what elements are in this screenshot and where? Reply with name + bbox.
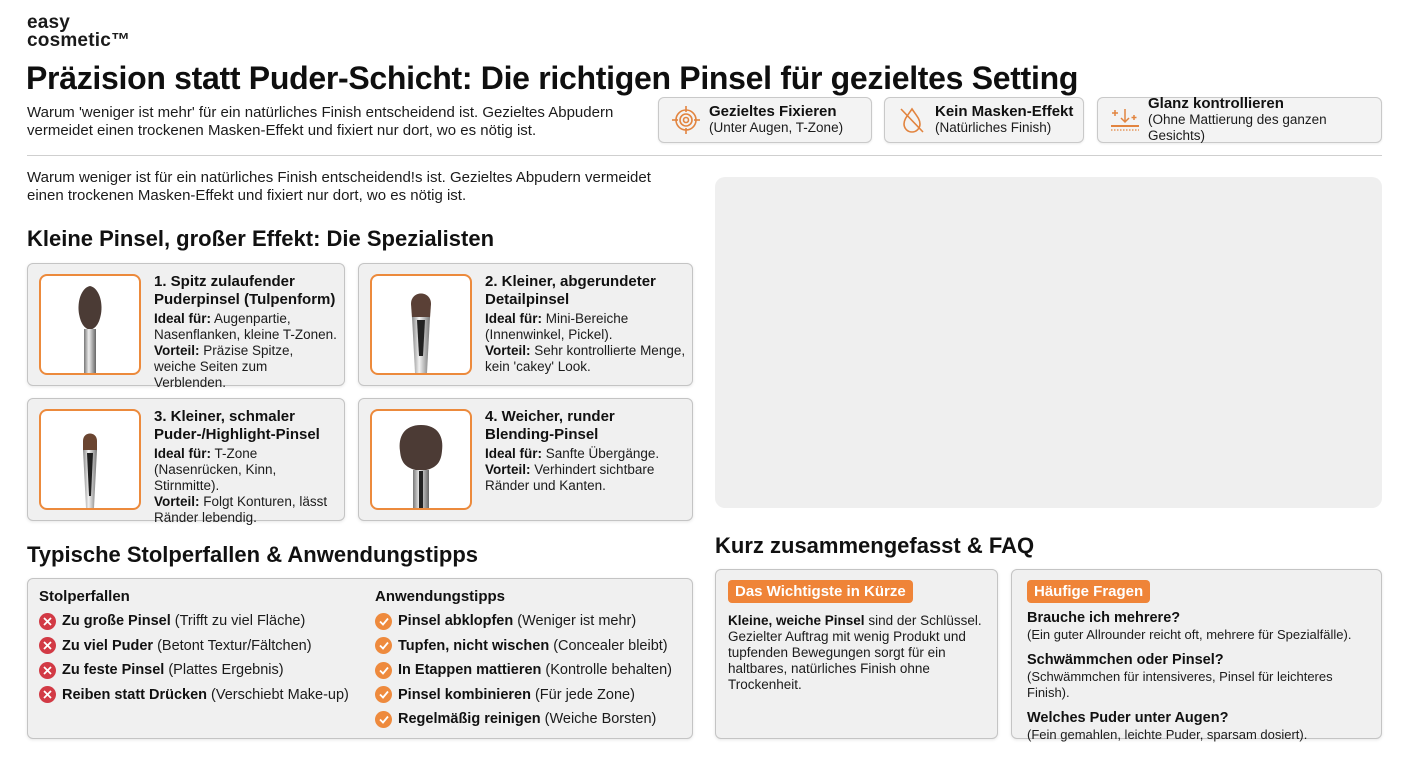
brush-image-narrow (39, 409, 141, 510)
pitfalls-title: Stolperfallen (39, 588, 130, 605)
tip-bold: Tupfen, nicht wischen (398, 637, 550, 654)
brand-line-2: cosmetic™ (27, 30, 131, 51)
page-title: Präzision statt Puder-Schicht: Die richtigen Pinsel für gezieltes Setting (26, 60, 1079, 96)
check-circle-icon (375, 637, 392, 654)
pitfall-note: (Plattes Ergebnis) (168, 662, 284, 679)
brush-name: 4. Weicher, runder Blending-Pinsel (485, 408, 615, 443)
intro-text-secondary: Warum weniger ist für ein natürliches Finish entscheidend!s ist. Gezieltes Abpudern vermeidet einen trockenen Masken-Effekt und fixiert nur dort, wo es nötig ist. (27, 169, 651, 204)
faq-question: Welches Puder unter Augen? (1027, 710, 1229, 726)
brush-image-blending (370, 409, 472, 510)
check-circle-icon (375, 662, 392, 679)
feature-no-mask (884, 97, 1084, 143)
brush-card-1 (27, 263, 345, 390)
brush-card-2 (358, 263, 693, 386)
tip-item (375, 707, 672, 732)
tip-item (375, 683, 672, 708)
tip-note: (Weiche Borsten) (544, 711, 657, 728)
summary-heading: Kurz zusammengefasst & FAQ (715, 533, 1035, 558)
vorteil-label: Vorteil: (154, 494, 200, 509)
pitfalls-tips-card (27, 578, 693, 739)
check-circle-icon (375, 711, 392, 728)
x-circle-icon (39, 686, 56, 703)
intro-text: Warum 'weniger ist mehr' für ein natürliches Finish entscheidend ist. Gezieltes Abpudern vermeidet einen trockenen Masken-Effekt und fixiert nur dort, wo es nötig ist. (27, 104, 614, 139)
pitfall-note: (Trifft zu viel Fläche) (174, 613, 306, 630)
faq-question: Schwämmchen oder Pinsel? (1027, 652, 1224, 668)
pitfall-bold: Zu viel Puder (62, 637, 154, 654)
pitfalls-column (39, 588, 349, 707)
tip-item (375, 658, 672, 683)
vorteil-label: Vorteil: (485, 343, 531, 358)
brush-name: 2. Kleiner, abgerundeter Detailpinsel (485, 273, 656, 308)
check-circle-icon (375, 613, 392, 630)
tip-bold: Pinsel abklopfen (398, 613, 514, 630)
ideal-label: Ideal für: (485, 311, 543, 326)
ideal-label: Ideal für: (154, 311, 212, 326)
brush-image-detail (370, 274, 472, 375)
tip-bold: Regelmäßig reinigen (398, 711, 541, 728)
specialists-heading: Kleine Pinsel, großer Effekt: Die Spezialisten (27, 226, 495, 251)
ideal-label: Ideal für: (154, 446, 212, 461)
tip-note: (Kontrolle behalten) (545, 662, 672, 679)
x-circle-icon (39, 613, 56, 630)
brush-image-tulip (39, 274, 141, 375)
pitfall-item (39, 634, 349, 659)
tips-column (375, 588, 672, 732)
feature-targeted-fixing (658, 97, 872, 143)
brush-name: 1. Spitz zulaufender Puderpinsel (Tulpenform) (154, 273, 336, 308)
feature-subtitle: (Unter Augen, T-Zone) (709, 120, 844, 135)
feature-title: Gezieltes Fixieren (709, 103, 837, 120)
faq-answer: (Schwämmchen für intensiveres, Pinsel für leichteres Finish). (1027, 669, 1333, 700)
tip-item (375, 634, 672, 659)
vorteil-label: Vorteil: (485, 462, 531, 477)
tip-note: (Für jede Zone) (534, 686, 635, 703)
image-placeholder (715, 177, 1382, 508)
brand-logo (27, 14, 130, 50)
feature-title: Kein Masken-Effekt (935, 103, 1074, 120)
tips-title: Anwendungstipps (375, 588, 505, 605)
brush-card-4 (358, 398, 693, 521)
feature-subtitle: (Ohne Mattierung des ganzen Gesichts) (1148, 112, 1327, 143)
ideal-label: Ideal für: (485, 446, 543, 461)
pitfall-item (39, 683, 349, 708)
divider (27, 155, 1382, 156)
faq-card (1011, 569, 1382, 742)
pitfall-bold: Zu feste Pinsel (62, 662, 165, 679)
key-points-card (715, 569, 998, 739)
x-circle-icon (39, 662, 56, 679)
no-drop-icon (895, 103, 929, 137)
brush-card-3 (27, 398, 345, 525)
pitfall-note: (Verschiebt Make-up) (211, 686, 349, 703)
ideal-text: Mini-Bereiche (Innenwinkel, Pickel). (485, 311, 629, 342)
target-icon (669, 103, 703, 137)
tip-bold: Pinsel kombinieren (398, 686, 531, 703)
pitfall-bold: Reiben statt Drücken (62, 686, 208, 703)
faq-answer: (Ein guter Allrounder reicht oft, mehrere für Spezialfälle). (1027, 627, 1352, 642)
tip-note: (Concealer bleibt) (553, 637, 668, 654)
vorteil-text: Verhindert sichtbare Ränder und Kanten. (485, 462, 655, 493)
faq-question: Brauche ich mehrere? (1027, 610, 1181, 626)
pitfall-note: (Betont Textur/Fältchen) (157, 637, 312, 654)
x-circle-icon (39, 637, 56, 654)
key-points-badge: Das Wichtigste in Kürze (728, 580, 913, 603)
faq-answer: (Fein gemahlen, leichte Puder, sparsam dosiert). (1027, 727, 1308, 742)
ideal-text: Augenpartie, Nasenflanken, kleine T-Zonen. (154, 311, 337, 342)
key-points-text (728, 613, 985, 693)
vorteil-label: Vorteil: (154, 343, 200, 358)
pitfall-item (39, 658, 349, 683)
key-points-bold: Kleine, weiche Pinsel (728, 613, 865, 628)
key-points-body: sind der Schlüssel. Gezielter Auftrag mit wenig Produkt und tupfenden Bewegungen sorgt für ein haltbares, natürliches Finish ohne Trockenheit. (728, 613, 982, 692)
pitfall-item (39, 609, 349, 634)
tip-bold: In Etappen mattieren (398, 662, 542, 679)
faq-badge: Häufige Fragen (1027, 580, 1150, 603)
vorteil-text: Präzise Spitze, weiche Seiten zum Verblenden. (154, 343, 294, 390)
ideal-text: T-Zone (Nasenrücken, Kinn, Stirnmitte). (154, 446, 277, 493)
brush-name: 3. Kleiner, schmaler Puder-/Highlight-Pinsel (154, 408, 320, 443)
ideal-text: Sanfte Übergänge. (542, 446, 660, 461)
pitfalls-heading: Typische Stolperfallen & Anwendungstipps (27, 542, 479, 567)
vorteil-text: Sehr kontrollierte Menge, kein 'cakey' Look. (485, 343, 686, 374)
tip-note: (Weniger ist mehr) (517, 613, 637, 630)
check-circle-icon (375, 686, 392, 703)
tip-item (375, 609, 672, 634)
vorteil-text: Folgt Konturen, lässt Ränder lebendig. (154, 494, 328, 525)
brand-line-1: easy (27, 12, 71, 33)
shine-control-icon (1108, 103, 1142, 137)
feature-title: Glanz kontrollieren (1148, 95, 1284, 112)
feature-shine-control (1097, 97, 1382, 143)
pitfall-bold: Zu große Pinsel (62, 613, 171, 630)
feature-subtitle: (Natürliches Finish) (935, 120, 1052, 135)
